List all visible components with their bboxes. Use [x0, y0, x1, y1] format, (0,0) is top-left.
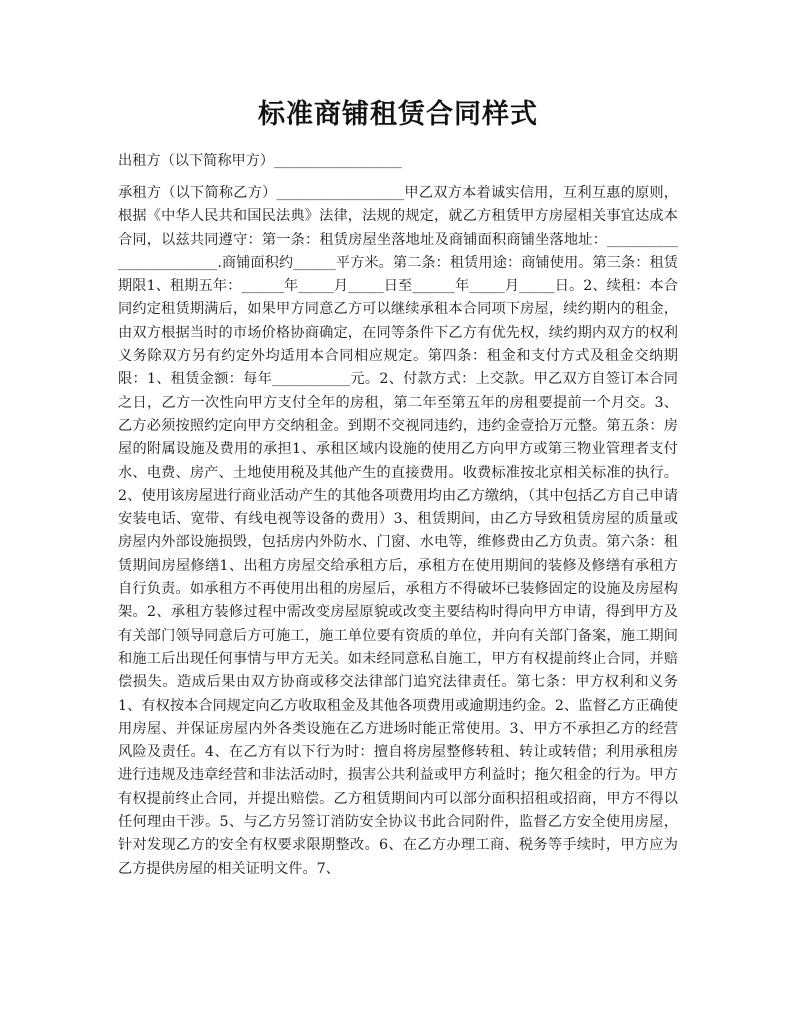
document-title: 标准商铺租赁合同样式 [258, 99, 538, 130]
contract-body: 承租方（以下简称乙方）__________________甲乙双方本着诚实信用，互利互惠的原则，根据《中华人民共和国民法典》法律，法规的规定，就乙方租赁甲方房屋相关事宜达成本合同，以兹共同遵守：第一条：租赁房屋坐落地址及商铺面积商铺坐落地址：________________________.商铺面积约______平方米。第二条：租赁用途：商铺使用。第三条：租赁期限1、租期五年：______年_____月_____日至______年_____月_____日。2、续租：本合同约定租赁期满后，如果甲方同意乙方可以继续承租本合同项下房屋，续约期内的租金，由双方根据当时的市场价格协商确定，在同等条件下乙方有优先权，续约期内双方的权利义务除双方另有约定外均适用本合同相应规定。第四条：租金和支付方式及租金交纳期限：1、租赁金额：每年___________元。2、付款方式：上交款。甲乙双方自签订本合同之日，乙方一次性向甲方支付全年的房租，第二年至第五年的房租要提前一个月交。3、乙方必须按照约定向甲方交纳租金。到期不交视同违约，违约金壹拾万元整。第五条：房屋的附属设施及费用的承担1、承租区域内设施的使用乙方向甲方或第三物业管理者支付水、电费、房产、土地使用税及其他产生的直接费用。收费标准按北京相关标准的执行。2、使用该房屋进行商业活动产生的其他各项费用均由乙方缴纳，（其中包括乙方自己申请安装电话、宽带、有线电视等设备的费用）3、租赁期间，由乙方导致租赁房屋的质量或房屋内外部设施损毁，包括房内外防水、门窗、水电等，维修费由乙方负责。第六条：租赁期间房屋修缮1、出租方房屋交给承租方后，承租方在使用期间的装修及修缮有承租方自行负责。如承租方不再使用出租的房屋后，承租方不得破坏已装修固定的设施及房屋构架。2、承租方装修过程中需改变房屋原貌或改变主要结构时得向甲方申请，得到甲方及有关部门领导同意后方可施工，施工单位要有资质的单位，并向有关部门备案，施工期间和施工后出现任何事情与甲方无关。如未经同意私自施工，甲方有权提前终止合同，并赔偿损失。造成后果由双方协商或移交法律部门追究法律责任。第七条：甲方权利和义务1、有权按本合同规定向乙方收取租金及其他各项费用或逾期违约金。2、监督乙方正确使用房屋、并保证房屋内外各类设施在乙方进场时能正常使用。3、甲方不承担乙方的经营风险及责任。4、在乙方有以下行为时：擅自将房屋整修转租、转让或转借；利用承租房进行违规及违章经营和非法活动时，损害公共利益或甲方利益时；拖欠租金的行为。甲方有权提前终止合同，并提出赔偿。乙方租赁期间内可以部分面积招租或招商，甲方不得以任何理由干涉。5、与乙方另签订消防安全协议书此合同附件，监督乙方安全使用房屋，针对发现乙方的安全有权要求限期整改。6、在乙方办理工商、税务等手续时，甲方应为乙方提供房屋的相关证明文件。7、 [118, 185, 678, 877]
lessor-line: 出租方（以下简称甲方）__________________ [118, 153, 402, 169]
